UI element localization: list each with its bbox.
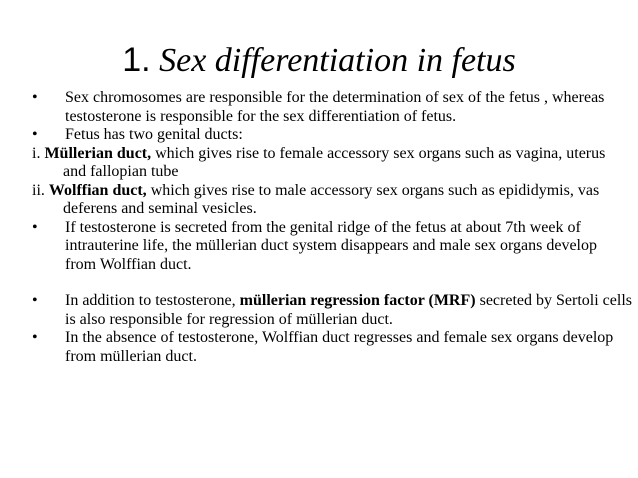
title-text: Sex differentiation in fetus (159, 42, 516, 79)
paragraph-gap (32, 274, 632, 292)
bullet-text-before: In addition to testosterone, (65, 292, 240, 309)
item-prefix: ii. (32, 181, 49, 199)
item-term: Wolffian duct, (48, 181, 147, 199)
bullet-testosterone (32, 219, 632, 275)
bullet-glyph: • (32, 329, 38, 346)
bullet-glyph: • (32, 89, 38, 106)
bullet-text-after: secreted by Sertoli cells is also responsible for regression of müllerian duct. (65, 292, 632, 328)
bullet-glyph: • (32, 218, 38, 236)
bullet-mrf (32, 292, 632, 329)
item-term: Müllerian duct, (44, 144, 152, 162)
item-prefix: i. (32, 144, 45, 162)
item-text: which gives rise to female accessory sex organs such as vagina, uterus and fallopian tube (63, 144, 606, 180)
bullet-chromosomes (32, 89, 632, 126)
bullet-absence-testosterone (32, 329, 632, 366)
bullet-glyph: • (32, 292, 38, 309)
bullet-text: In the absence of testosterone, Wolffian duct regresses and female sex organs develop from müllerian duct. (65, 329, 614, 365)
title-number: 1. (122, 41, 151, 79)
item-text: which gives rise to male accessory sex organs such as epididymis, vas deferens and seminal vesicles. (63, 181, 600, 217)
bullet-glyph: • (32, 126, 38, 143)
bullet-text: Fetus has two genital ducts: (65, 126, 243, 143)
bullet-genital-ducts (32, 126, 632, 145)
bullet-term: müllerian regression factor (MRF) (239, 292, 476, 309)
slide-body (32, 89, 632, 366)
item-wolffian-duct (1, 182, 632, 219)
bullet-text: If testosterone is secreted from the genital ridge of the fetus at about 7th week of intrauterine life, the müllerian duct system disappears and male sex organs develop from Wolffian duct. (65, 218, 597, 273)
slide-title (0, 40, 638, 81)
item-mullerian-duct (1, 145, 632, 182)
bullet-text: Sex chromosomes are responsible for the determination of sex of the fetus , whereas testosterone is responsible for the sex differentiation of fetus. (65, 89, 605, 125)
